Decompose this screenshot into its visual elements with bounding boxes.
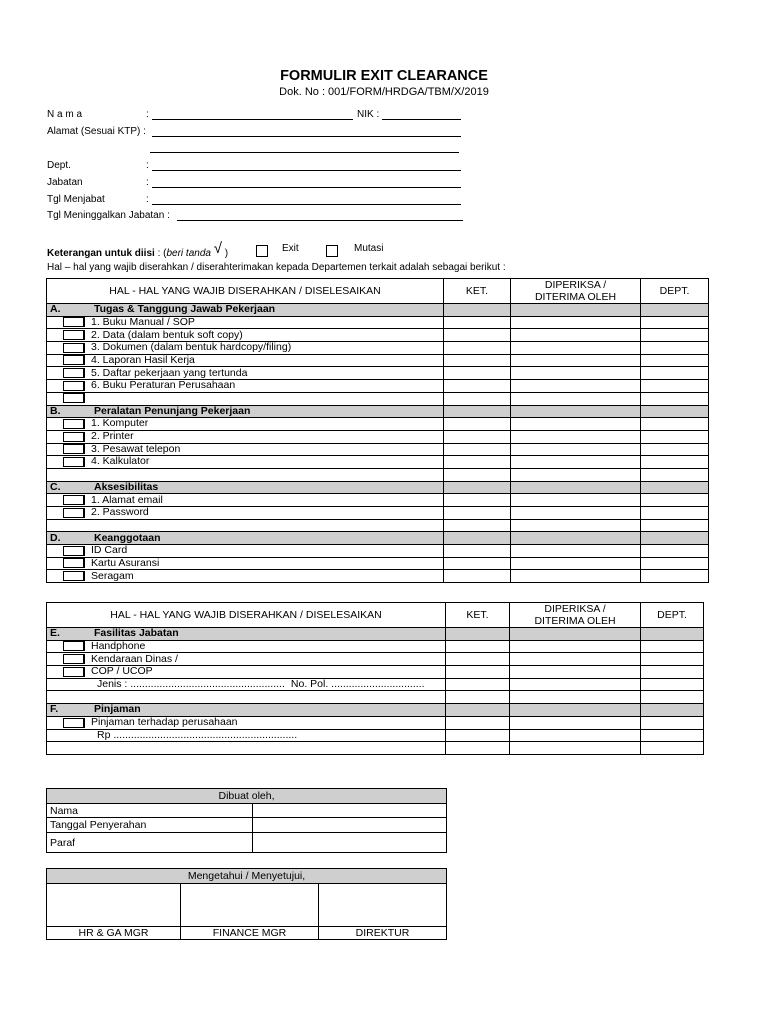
item-checkbox[interactable] [63, 571, 85, 581]
header-hal: HAL - HAL YANG WAJIB DISERAHKAN / DISELESAIKAN [47, 279, 444, 304]
tgl-meninggalkan-field[interactable] [177, 220, 463, 221]
item-checkbox[interactable] [63, 444, 85, 454]
diperiksa-cell [511, 532, 641, 545]
diperiksa-cell[interactable] [511, 342, 641, 355]
dept-cell[interactable] [641, 316, 709, 329]
item-checkbox[interactable] [63, 457, 85, 467]
item-label: Handphone [91, 640, 146, 652]
ket-cell[interactable] [444, 468, 511, 481]
jabatan-field[interactable] [152, 187, 461, 188]
item-checkbox[interactable] [63, 393, 85, 403]
dibuat-tanggal-label: Tanggal Penyerahan [47, 818, 253, 833]
item-cell [47, 316, 444, 329]
item-cell [47, 716, 446, 729]
ket-cell [444, 304, 511, 317]
diperiksa-cell[interactable] [511, 329, 641, 342]
item-cell [47, 354, 444, 367]
item-cell [47, 380, 444, 393]
alamat-field-line2[interactable] [150, 152, 459, 153]
keterangan-hint-close: ) [224, 248, 229, 259]
table-row [47, 316, 709, 329]
ket-cell[interactable] [446, 691, 510, 704]
item-cell [47, 430, 444, 443]
item-checkbox[interactable] [63, 508, 85, 518]
dibuat-nama-label: Nama [47, 804, 253, 818]
ket-cell[interactable] [446, 666, 510, 679]
tgl-menjabat-colon: : [146, 194, 149, 205]
table-row [47, 456, 709, 469]
table-row [47, 380, 709, 393]
diperiksa-cell[interactable] [510, 640, 641, 653]
section-title: Peralatan Penunjang Pekerjaan [94, 405, 251, 417]
header-diperiksa-line2: DITERIMA OLEH [534, 291, 617, 303]
item-cell [47, 443, 444, 456]
item-checkbox[interactable] [63, 654, 85, 664]
item-checkbox[interactable] [63, 330, 85, 340]
dept-cell[interactable] [641, 380, 709, 393]
nik-label: NIK : [357, 109, 380, 120]
section-title: Tugas & Tanggung Jawab Pekerjaan [94, 303, 276, 316]
ket-cell[interactable] [444, 392, 511, 405]
item-checkbox[interactable] [63, 432, 85, 442]
mutasi-label: Mutasi [354, 243, 384, 254]
section-row [47, 481, 709, 494]
diperiksa-cell [510, 628, 641, 641]
dibuat-paraf-field[interactable] [253, 833, 447, 853]
header-ket: KET. [444, 279, 511, 304]
ket-cell[interactable] [446, 653, 510, 666]
item-cell [47, 545, 444, 558]
dept-cell [641, 304, 709, 317]
nopol-field[interactable]: No. Pol. ................................ [290, 678, 425, 691]
dept-cell[interactable] [641, 507, 709, 520]
item-cell [47, 468, 444, 481]
direktur-role: DIREKTUR [319, 927, 447, 940]
item-checkbox[interactable] [63, 641, 85, 651]
diperiksa-cell[interactable] [511, 443, 641, 456]
nama-label: N a m a [47, 109, 83, 120]
jenis-row [47, 678, 704, 691]
dept-cell[interactable] [641, 545, 709, 558]
diperiksa-cell[interactable] [511, 418, 641, 431]
intro-bold: Hal – [47, 262, 71, 273]
section-row [47, 704, 704, 717]
table-row [47, 666, 704, 679]
dept-cell[interactable] [641, 691, 704, 704]
dept-cell [641, 481, 709, 494]
table-row [47, 392, 709, 405]
mengetahui-table [46, 868, 447, 940]
dept-cell[interactable] [641, 430, 709, 443]
item-checkbox[interactable] [63, 667, 85, 677]
diperiksa-cell[interactable] [510, 729, 641, 742]
diperiksa-cell[interactable] [510, 653, 641, 666]
intro-text [47, 262, 506, 273]
ket-cell[interactable] [444, 557, 511, 570]
header-dept: DEPT. [641, 279, 709, 304]
section-row [47, 532, 709, 545]
dept-cell[interactable] [641, 367, 709, 380]
finance-signature-box[interactable] [181, 884, 319, 927]
section-heading [47, 481, 444, 494]
item-cell [47, 557, 444, 570]
dept-cell [641, 405, 709, 418]
item-cell [47, 342, 444, 355]
section-letter: F. [50, 703, 59, 716]
ket-cell[interactable] [444, 316, 511, 329]
dept-cell[interactable] [641, 418, 709, 431]
section-title: Pinjaman [94, 703, 141, 716]
rp-cell [47, 729, 446, 742]
header-ket: KET. [446, 603, 510, 628]
item-label: COP / UCOP [91, 665, 153, 678]
diperiksa-cell[interactable] [510, 742, 641, 755]
diperiksa-cell[interactable] [510, 678, 641, 691]
item-cell [47, 418, 444, 431]
diperiksa-cell[interactable] [511, 392, 641, 405]
item-cell [47, 329, 444, 342]
item-label: 2. Printer [91, 430, 134, 443]
section-title: Fasilitas Jabatan [94, 627, 179, 640]
diperiksa-cell [511, 304, 641, 317]
item-label: 5. Daftar pekerjaan yang tertunda [91, 366, 248, 379]
ket-cell[interactable] [444, 430, 511, 443]
item-cell [47, 653, 446, 666]
nama-colon: : [146, 109, 149, 120]
dibuat-oleh-table [46, 788, 447, 853]
dibuat-tanggal-field[interactable] [253, 818, 447, 833]
dept-cell[interactable] [641, 519, 709, 532]
table-row [47, 653, 704, 666]
diperiksa-cell[interactable] [511, 494, 641, 507]
finance-role: FINANCE MGR [181, 927, 319, 940]
ket-cell[interactable] [446, 716, 510, 729]
tgl-meninggalkan-label: Tgl Meninggalkan Jabatan : [47, 210, 170, 221]
diperiksa-cell[interactable] [511, 316, 641, 329]
diperiksa-cell[interactable] [511, 468, 641, 481]
table-row [47, 640, 704, 653]
section-heading [47, 704, 446, 717]
table-row [47, 545, 709, 558]
diperiksa-cell[interactable] [511, 519, 641, 532]
jabatan-colon: : [146, 177, 149, 188]
dept-cell [641, 628, 704, 641]
diperiksa-cell[interactable] [511, 507, 641, 520]
item-cell [47, 456, 444, 469]
header-diperiksa-line1: DIPERIKSA / [544, 279, 607, 291]
ket-cell [444, 532, 511, 545]
diperiksa-cell [510, 704, 641, 717]
dept-cell[interactable] [641, 342, 709, 355]
item-cell [47, 570, 444, 583]
item-label: 4. Kalkulator [91, 455, 150, 468]
section-heading [47, 532, 444, 545]
dept-cell[interactable] [641, 557, 709, 570]
dept-cell[interactable] [641, 494, 709, 507]
intro-rest: hal yang wajib diserahkan / diserahterimakan kepada Departemen terkait adalah sebagai berikut : [73, 262, 506, 273]
dept-cell[interactable] [641, 392, 709, 405]
ket-cell[interactable] [446, 678, 510, 691]
table-row [47, 342, 709, 355]
ket-cell[interactable] [444, 494, 511, 507]
dept-cell[interactable] [641, 354, 709, 367]
diperiksa-cell[interactable] [511, 545, 641, 558]
item-checkbox[interactable] [63, 546, 85, 556]
dibuat-paraf-label: Paraf [47, 833, 253, 853]
section-letter: C. [50, 481, 61, 493]
item-label: 2. Data (dalam bentuk soft copy) [91, 328, 243, 341]
header-hal: HAL - HAL YANG WAJIB DISERAHKAN / DISELESAIKAN [47, 603, 446, 628]
ket-cell[interactable] [444, 570, 511, 583]
item-checkbox[interactable] [63, 355, 85, 365]
dibuat-oleh-title: Dibuat oleh, [47, 789, 447, 804]
table-header-row [47, 279, 709, 304]
direktur-signature-box[interactable] [319, 884, 447, 927]
diperiksa-cell[interactable] [511, 456, 641, 469]
rp-row [47, 729, 704, 742]
item-cell [47, 691, 446, 704]
check-mark-icon: √ [213, 240, 222, 257]
ket-cell[interactable] [444, 367, 511, 380]
section-letter: E. [50, 627, 60, 640]
section-heading [47, 628, 446, 641]
table-row [47, 716, 704, 729]
dept-cell[interactable] [641, 443, 709, 456]
section-row [47, 628, 704, 641]
table-row [47, 443, 709, 456]
dept-cell[interactable] [641, 678, 704, 691]
item-cell [47, 367, 444, 380]
tgl-menjabat-label: Tgl Menjabat [47, 194, 105, 205]
exit-label: Exit [282, 243, 299, 254]
item-checkbox[interactable] [63, 317, 85, 327]
dept-cell[interactable] [641, 729, 704, 742]
header-diperiksa-line2: DITERIMA OLEH [534, 615, 616, 627]
item-checkbox[interactable] [63, 368, 85, 378]
item-label: 3. Pesawat telepon [91, 443, 181, 455]
exit-checkbox[interactable] [256, 245, 268, 257]
dept-cell[interactable] [641, 468, 709, 481]
jenis-field[interactable]: Jenis : ..................................................... [97, 678, 285, 691]
item-label: 3. Dokumen (dalam bentuk hardcopy/filing) [91, 341, 292, 354]
ket-cell [446, 628, 510, 641]
table-header-row [47, 603, 704, 628]
diperiksa-cell[interactable] [510, 691, 641, 704]
alamat-label: Alamat (Sesuai KTP) : [47, 126, 146, 137]
keterangan-hint: beri tanda [166, 248, 211, 259]
ket-cell[interactable] [446, 742, 510, 755]
dept-cell[interactable] [641, 329, 709, 342]
table-row [47, 742, 704, 755]
dept-cell[interactable] [641, 456, 709, 469]
table-row [47, 418, 709, 431]
item-checkbox[interactable] [63, 419, 85, 429]
item-cell [47, 494, 444, 507]
diperiksa-cell[interactable] [510, 716, 641, 729]
section-letter: D. [50, 531, 61, 544]
table-row [47, 329, 709, 342]
table-row [47, 691, 704, 704]
jenis-cell [47, 678, 446, 691]
item-cell [47, 666, 446, 679]
item-checkbox[interactable] [63, 495, 85, 505]
rp-field[interactable]: Rp ............................................................... [97, 729, 298, 741]
dept-cell [641, 532, 709, 545]
item-label: 1. Komputer [91, 417, 149, 430]
diperiksa-cell[interactable] [511, 354, 641, 367]
table-row [47, 570, 709, 583]
section-letter: A. [50, 303, 61, 316]
mutasi-checkbox[interactable] [326, 245, 338, 257]
dept-cell[interactable] [641, 640, 704, 653]
diperiksa-cell[interactable] [511, 570, 641, 583]
item-checkbox[interactable] [63, 558, 85, 568]
header-diperiksa [510, 603, 641, 628]
ket-cell[interactable] [444, 443, 511, 456]
ket-cell[interactable] [444, 456, 511, 469]
dept-cell[interactable] [641, 666, 704, 679]
document-number: Dok. No : 001/FORM/HRDGA/TBM/X/2019 [279, 86, 489, 98]
diperiksa-cell[interactable] [511, 430, 641, 443]
item-label: 4. Laporan Hasil Kerja [91, 354, 195, 366]
header-dept: DEPT. [641, 603, 704, 628]
diperiksa-cell [511, 405, 641, 418]
item-label: 1. Alamat email [91, 493, 163, 506]
hrga-role: HR & GA MGR [47, 927, 181, 940]
section-heading [47, 405, 444, 418]
diperiksa-cell [511, 481, 641, 494]
tgl-menjabat-field[interactable] [152, 204, 461, 205]
item-checkbox[interactable] [63, 381, 85, 391]
section-letter: B. [50, 405, 61, 417]
table-row [47, 507, 709, 520]
dept-cell[interactable] [641, 653, 704, 666]
item-label: 6. Buku Peraturan Perusahaan [91, 379, 236, 392]
keterangan-label: Keterangan untuk diisi [47, 248, 155, 259]
table-row [47, 367, 709, 380]
dept-cell [641, 704, 704, 717]
table-row [47, 494, 709, 507]
section-row [47, 304, 709, 317]
item-label: 2. Password [91, 506, 149, 519]
ket-cell [444, 481, 511, 494]
keterangan-line [47, 240, 229, 260]
item-cell [47, 742, 446, 755]
section-title: Aksesibilitas [94, 481, 159, 493]
header-diperiksa [511, 279, 641, 304]
ket-cell[interactable] [446, 640, 510, 653]
section-title: Keanggotaan [94, 531, 161, 544]
nama-field[interactable] [152, 119, 353, 120]
keterangan-hint-open: : ( [157, 248, 167, 259]
table-row [47, 519, 709, 532]
item-cell [47, 507, 444, 520]
item-cell [47, 392, 444, 405]
ket-cell[interactable] [444, 329, 511, 342]
table-row [47, 430, 709, 443]
item-label: ID Card [91, 544, 128, 557]
dept-colon: : [146, 160, 149, 171]
clearance-table-1 [46, 278, 709, 583]
ket-cell[interactable] [446, 729, 510, 742]
header-diperiksa-line1: DIPERIKSA / [544, 603, 606, 615]
ket-cell[interactable] [444, 354, 511, 367]
section-row [47, 405, 709, 418]
item-label: Pinjaman terhadap perusahaan [91, 716, 238, 729]
alamat-field[interactable] [152, 136, 461, 137]
ket-cell[interactable] [444, 507, 511, 520]
form-title: FORMULIR EXIT CLEARANCE [280, 68, 488, 84]
dept-cell[interactable] [641, 716, 704, 729]
ket-cell[interactable] [444, 519, 511, 532]
jabatan-label: Jabatan [47, 177, 83, 188]
table-row [47, 468, 709, 481]
ket-cell[interactable] [444, 380, 511, 393]
item-checkbox[interactable] [63, 718, 85, 728]
mengetahui-title: Mengetahui / Menyetujui, [47, 869, 447, 884]
item-label: Kartu Asuransi [91, 557, 160, 569]
diperiksa-cell[interactable] [511, 557, 641, 570]
item-cell [47, 640, 446, 653]
table-row [47, 557, 709, 570]
ket-cell [446, 704, 510, 717]
dept-field[interactable] [152, 170, 461, 171]
diperiksa-cell[interactable] [510, 666, 641, 679]
item-checkbox[interactable] [63, 343, 85, 353]
item-label: Seragam [91, 569, 134, 582]
section-heading [47, 304, 444, 317]
item-label: Kendaraan Dinas / [91, 652, 178, 665]
ket-cell[interactable] [444, 342, 511, 355]
dept-cell[interactable] [641, 570, 709, 583]
table-row [47, 354, 709, 367]
item-label: 1. Buku Manual / SOP [91, 316, 195, 328]
dept-cell[interactable] [641, 742, 704, 755]
diperiksa-cell[interactable] [511, 380, 641, 393]
dept-label: Dept. [47, 160, 71, 171]
ket-cell[interactable] [444, 418, 511, 431]
nik-field[interactable] [382, 119, 461, 120]
ket-cell [444, 405, 511, 418]
diperiksa-cell[interactable] [511, 367, 641, 380]
dibuat-nama-field[interactable] [253, 804, 447, 818]
ket-cell[interactable] [444, 545, 511, 558]
item-cell [47, 519, 444, 532]
hrga-signature-box[interactable] [47, 884, 181, 927]
clearance-table-2 [46, 602, 704, 755]
